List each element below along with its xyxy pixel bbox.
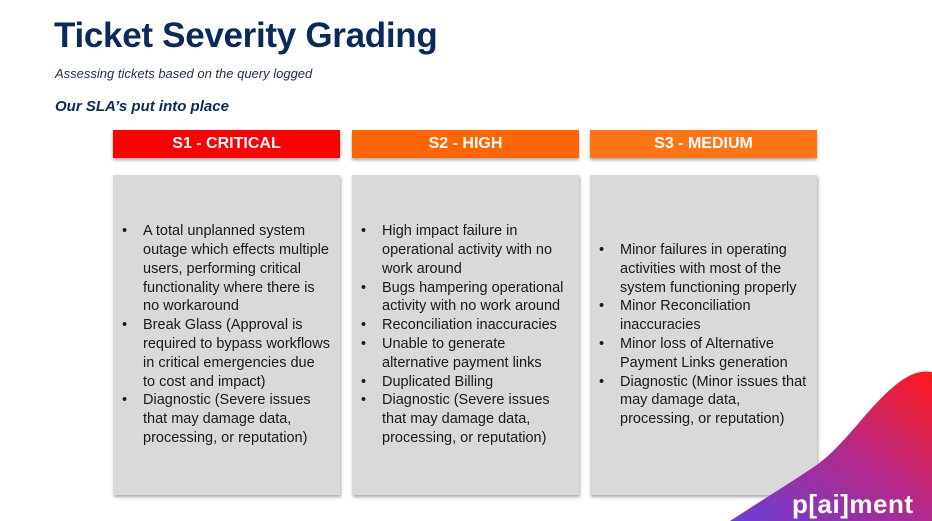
high-header: S2 - HIGH: [352, 130, 579, 158]
medium-item-4: • Diagnostic (Minor issues that may damage data, processing, or reputation): [620, 373, 807, 429]
high-box: [352, 175, 579, 495]
critical-list: [121, 222, 330, 448]
critical-item-2: • Break Glass (Approval is required to bypass workflows in critical emergencies due to cost and impact): [143, 316, 330, 391]
medium-item-3: • Minor loss of Alternative Payment Links generation: [620, 335, 807, 373]
medium-header: S3 - MEDIUM: [590, 130, 817, 158]
high-item-5: • Duplicated Billing: [382, 373, 569, 392]
subtitle: Assessing tickets based on the query logged: [55, 66, 313, 81]
medium-item-1: • Minor failures in operating activities with most of the system functioning properly: [620, 241, 807, 297]
medium-item-2: • Minor Reconciliation inaccuracies: [620, 297, 807, 335]
critical-item-1: • A total unplanned system outage which effects multiple users, performing critical functionality where there is no workaround: [143, 222, 330, 316]
high-list: [360, 222, 569, 448]
high-item-6: • Diagnostic (Severe issues that may damage data, processing, or reputation): [382, 391, 569, 447]
critical-box: [113, 175, 340, 495]
high-item-1: • High impact failure in operational activity with no work around: [382, 222, 569, 278]
high-item-2: • Bugs hampering operational activity with no work around: [382, 279, 569, 317]
brand-logo: p[ai]ment: [792, 489, 914, 519]
high-item-3: • Reconciliation inaccuracies: [382, 316, 569, 335]
high-item-4: • Unable to generate alternative payment links: [382, 335, 569, 373]
page-title: Ticket Severity Grading: [54, 16, 438, 55]
critical-header: S1 - CRITICAL: [113, 130, 340, 158]
critical-item-3: • Diagnostic (Severe issues that may damage data, processing, or reputation): [143, 391, 330, 447]
sla-heading: Our SLA’s put into place: [55, 98, 229, 115]
